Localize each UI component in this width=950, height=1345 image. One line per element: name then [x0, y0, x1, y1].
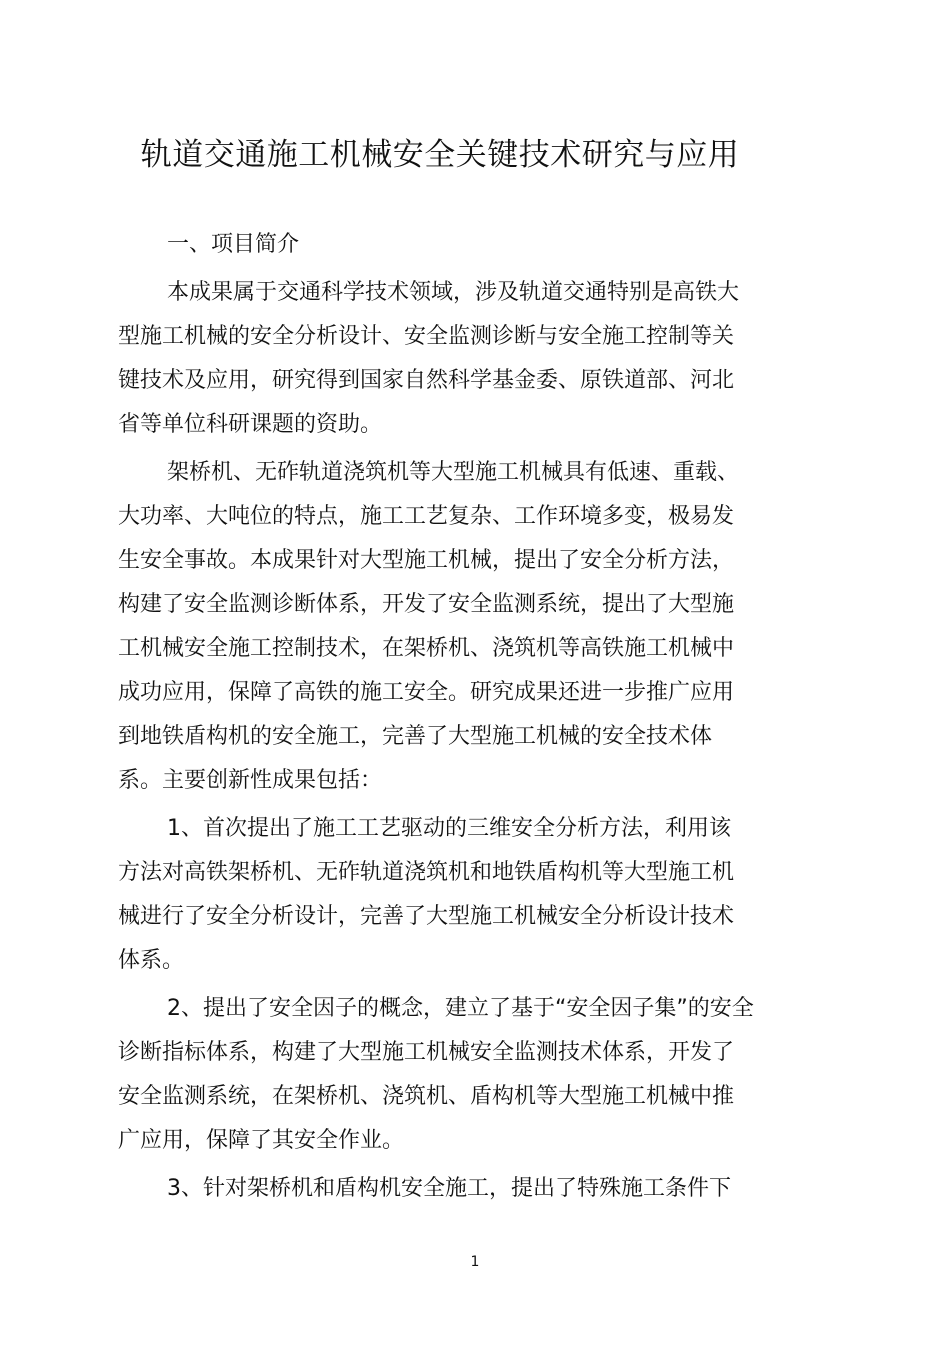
paragraph-2-line-2: 大功率、大吨位的特点，施工工艺复杂、工作环境多变，极易发 [118, 504, 735, 529]
paragraph-1-line-1: 本成果属于交通科学技术领域，涉及轨道交通特别是高铁大 [167, 280, 740, 305]
item-2-line-1: 2、提出了安全因子的概念，建立了基于“安全因子集”的安全 [167, 996, 754, 1021]
item-1-line-4: 体系。 [118, 948, 185, 973]
paragraph-1-line-4: 省等单位科研课题的资助。 [118, 412, 383, 437]
item-2-line-4: 广应用，保障了其安全作业。 [118, 1128, 405, 1153]
section-heading: 一、项目简介 [167, 232, 300, 257]
paragraph-2-line-6: 成功应用，保障了高铁的施工安全。研究成果还进一步推广应用 [118, 680, 735, 705]
paragraph-1-line-2: 型施工机械的安全分析设计、安全监测诊断与安全施工控制等关 [118, 324, 735, 349]
item-2-line-2: 诊断指标体系，构建了大型施工机械安全监测技术体系，开发了 [118, 1040, 735, 1065]
item-3-line-1: 3、针对架桥机和盾构机安全施工，提出了特殊施工条件下 [167, 1176, 731, 1201]
paragraph-2-line-5: 工机械安全施工控制技术，在架桥机、浇筑机等高铁施工机械中 [118, 636, 735, 661]
page-number: 1 [470, 1254, 480, 1270]
paragraph-2-line-7: 到地铁盾构机的安全施工，完善了大型施工机械的安全技术体 [118, 724, 713, 749]
item-1-line-1: 1、首次提出了施工工艺驱动的三维安全分析方法，利用该 [167, 816, 731, 841]
item-1-line-3: 械进行了安全分析设计，完善了大型施工机械安全分析设计技术 [118, 904, 735, 929]
item-1-line-2: 方法对高铁架桥机、无砟轨道浇筑机和地铁盾构机等大型施工机 [118, 860, 735, 885]
item-2-line-3: 安全监测系统，在架桥机、浇筑机、盾构机等大型施工机械中推 [118, 1084, 735, 1109]
paragraph-2-line-3: 生安全事故。本成果针对大型施工机械，提出了安全分析方法， [118, 548, 735, 573]
paragraph-2-line-1: 架桥机、无砟轨道浇筑机等大型施工机械具有低速、重载、 [167, 460, 740, 485]
document-title: 轨道交通施工机械安全关键技术研究与应用 [140, 137, 740, 173]
paragraph-2-line-4: 构建了安全监测诊断体系，开发了安全监测系统，提出了大型施 [118, 592, 735, 617]
paragraph-2-line-8: 系。主要创新性成果包括： [118, 768, 383, 793]
paragraph-1-line-3: 键技术及应用，研究得到国家自然科学基金委、原铁道部、河北 [118, 368, 735, 393]
